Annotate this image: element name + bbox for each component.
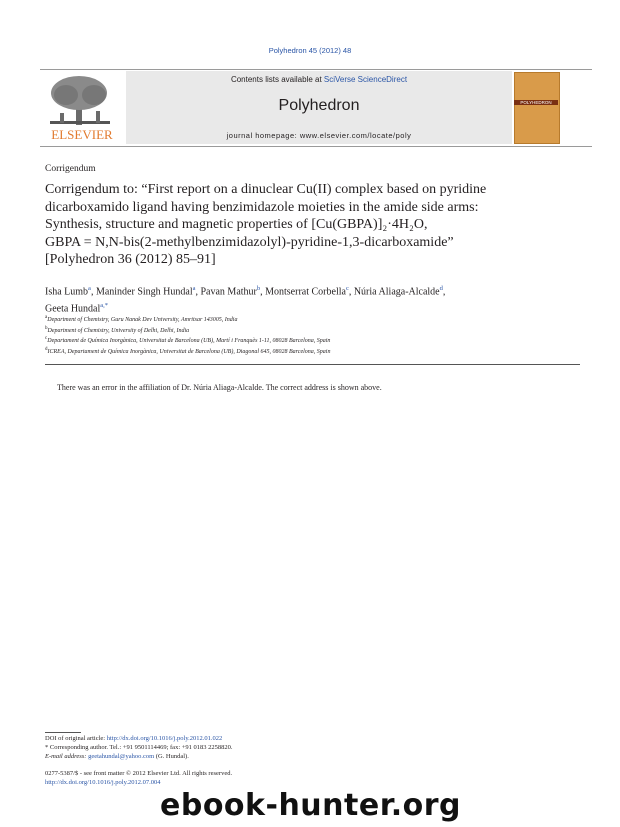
body-paragraph: There was an error in the affiliation of Dr. Núria Aliaga-Alcalde. The correct address is shown above. [57,383,382,392]
title-line: Corrigendum to: “First report on a dinuclear Cu(II) complex based on pyridine [45,182,487,197]
email-label: E-mail address: [45,752,89,760]
affiliation-item [45,325,580,336]
author-name: Maninder Singh Hundal [95,286,193,298]
author-affil-link[interactable]: a [192,285,196,292]
affiliation-item [45,314,580,325]
affil-marker: c [45,336,48,342]
title-line: dicarboxamido ligand having benzimidazole moieties in the amide side arms: [45,199,479,215]
author-name: Geeta Hundal [45,303,101,315]
elsevier-wordmark: ELSEVIER [51,127,113,142]
elsevier-logo [42,73,122,143]
author-name: Núria Aliaga-Alcalde [353,286,440,298]
copyright-block [45,769,580,787]
journal-cover-image [514,72,560,144]
affil-marker: b [45,325,48,331]
article-type: Corrigendum [45,164,96,174]
author-name: Isha Lumb [45,286,89,298]
email-suffix: (G. Hundal). [154,752,189,760]
corresponding-author-note: * Corresponding author. Tel.: +91 9501114469; fax: +91 0183 2258820. [45,743,233,751]
journal-reference[interactable]: Polyhedron 45 (2012) 48 [268,46,352,55]
watermark: ebook-hunter.org [160,788,461,823]
affiliation-item [45,346,580,357]
footnotes [45,735,580,761]
author-affil-link[interactable]: b [256,285,261,292]
sciencedirect-link[interactable]: SciVerse ScienceDirect [323,75,408,84]
article-doi-link[interactable]: http://dx.doi.org/10.1016/j.poly.2012.07.004 [45,779,161,786]
title-line: GBPA = N,N-bis(2-methylbenzimidazolyl)-pyridine-1,3-dicarboxamide” [45,234,454,250]
contents-line [126,75,512,84]
footnote-divider [45,732,81,733]
journal-homepage[interactable]: journal homepage: www.elsevier.com/locate/poly [226,131,412,140]
affil-text: Department of Chemistry, Guru Nanak Dev University, Amritsar 143005, India [47,317,238,323]
cover-title: POLYHEDRON [514,100,558,105]
affil-text: Department of Chemistry, University of Delhi, Delhi, India [47,327,190,334]
copyright-line: 0277-5387/$ - see front matter © 2012 Elsevier Ltd. All rights reserved. [45,770,233,777]
affil-marker: d [45,347,48,353]
author-affil-link[interactable]: a,* [100,302,109,310]
email-link[interactable]: geetahundal@yahoo.com [88,752,155,760]
article-title [45,181,580,269]
section-divider [45,364,580,365]
doi-footnote [45,735,580,744]
affiliation-item [45,335,580,346]
affil-text: Departament de Química Inorgànica, Universitat de Barcelona (UB), Martí i Franquès 1-11, 08028 Barcelona, Spain [47,338,331,345]
email-footnote [45,753,580,762]
author-name: Montserrat Corbella [265,286,346,298]
affil-text: ICREA, Departament de Química Inorgànica, Universitat de Barcelona (UB), Diagonal 645, 08028 Barcelona, Spain [47,349,331,356]
author-affil-link[interactable]: c [345,285,349,292]
doi-link[interactable]: http://dx.doi.org/10.1016/j.poly.2012.01.022 [106,735,223,742]
author-affil-link[interactable]: a [88,285,91,292]
author-list: Isha Lumb$^a$, Maninder Singh Hundal$^a$, Pavan Mathur$^b$, Montserrat Corbella$^c$, Núria Aliaga-Alcalde$^d$, Geeta Hundal$^{a,*}$ [45,285,446,315]
affiliations [45,314,580,357]
affil-marker: a [45,315,48,320]
title-line: [Polyhedron 36 (2012) 85–91] [45,252,216,267]
contents-prefix: Contents lists available at [230,75,324,84]
author-name: Pavan Mathur [200,286,257,298]
author-affil-link[interactable]: d [439,285,443,292]
title-line: Synthesis, structure and magnetic properties of [Cu(GBPA)]₂·4H₂O, [45,217,428,232]
journal-name: Polyhedron [278,97,360,114]
doi-label: DOI of original article: [45,735,107,742]
